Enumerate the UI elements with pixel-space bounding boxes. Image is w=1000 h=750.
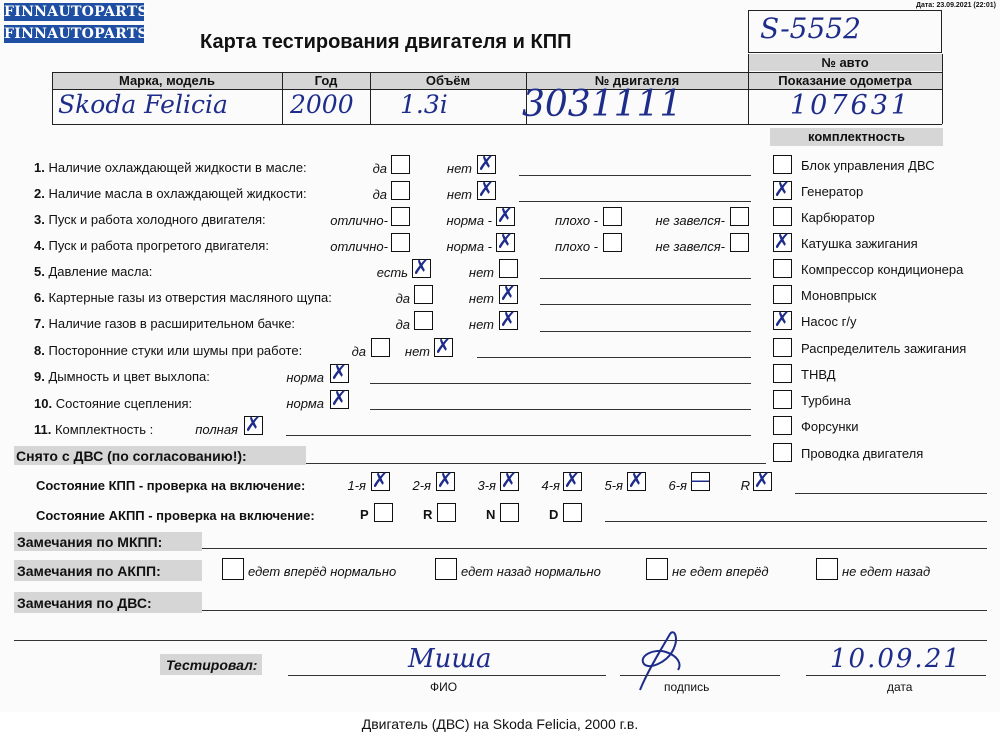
- option-no-start: не завелся-: [655, 239, 725, 254]
- brand-logo: FINNAUTOPARTS: [4, 26, 148, 42]
- checkbox-checked[interactable]: ✗: [244, 412, 262, 436]
- checkbox[interactable]: [730, 233, 749, 252]
- gear-label: 4-я: [541, 478, 560, 493]
- check-11: 11. Комплектность :: [34, 422, 154, 437]
- gear-position-checkbox[interactable]: [374, 503, 393, 522]
- option-yes: да: [372, 187, 387, 202]
- option-normal: норма: [286, 370, 324, 385]
- completeness-item: Карбюратор: [801, 210, 875, 225]
- checkbox-checked[interactable]: ✗: [330, 386, 348, 410]
- completeness-item: Насос г/у: [801, 314, 857, 329]
- auto-remark-option: едет назад нормально: [461, 564, 601, 579]
- gear-position-checkbox[interactable]: [437, 503, 456, 522]
- checkbox[interactable]: [773, 390, 792, 409]
- gear-checkbox[interactable]: ✗: [436, 468, 454, 492]
- gear-label: 3-я: [477, 478, 496, 493]
- col-vehicle-number-header: № авто: [821, 55, 869, 70]
- option-no: нет: [446, 187, 472, 202]
- gear-position-checkbox[interactable]: [500, 503, 519, 522]
- checkbox[interactable]: [603, 207, 622, 226]
- option-normal: норма -: [446, 213, 492, 228]
- option-bad: плохо -: [555, 213, 598, 228]
- engine-number-value: 3031111: [522, 84, 683, 125]
- checkbox[interactable]: [391, 181, 410, 200]
- manual-remarks-label: Замечания по МКПП:: [17, 534, 163, 550]
- manual-gearbox-label: Состояние КПП - проверка на включение:: [36, 478, 306, 493]
- auto-gearbox-label: Состояние АКПП - проверка на включение:: [36, 508, 315, 523]
- gear-position-label: D: [549, 507, 559, 522]
- check-6: 6. Картерные газы из отверстия масляного щупа:: [34, 290, 332, 305]
- option-excellent: отлично-: [330, 213, 388, 228]
- checkbox-checked[interactable]: ✗: [412, 255, 430, 279]
- option-present: есть: [376, 265, 408, 280]
- checkbox[interactable]: [773, 285, 792, 304]
- removed-label: Снято с ДВС (по согласованию!):: [16, 448, 247, 464]
- gear-label: 2-я: [412, 478, 431, 493]
- checkbox-checked[interactable]: ✗: [330, 360, 348, 384]
- completeness-title: комплектность: [808, 129, 905, 144]
- image-caption: Двигатель (ДВС) на Skoda Felicia, 2000 г.в.: [361, 716, 639, 732]
- check-5: 5. Давление масла:: [34, 264, 153, 279]
- year-value: 2000: [290, 90, 354, 119]
- option-no: нет: [404, 344, 430, 359]
- gear-checkbox[interactable]: ✗: [627, 468, 645, 492]
- option-normal: норма -: [446, 239, 492, 254]
- checkbox-checked[interactable]: ✗: [477, 177, 495, 201]
- auto-remark-checkbox[interactable]: [222, 558, 244, 580]
- date-label: дата: [887, 680, 913, 694]
- gear-label: 1-я: [347, 478, 366, 493]
- option-normal: норма: [286, 396, 324, 411]
- checkbox[interactable]: [773, 207, 792, 226]
- gear-position-checkbox[interactable]: [563, 503, 582, 522]
- stock-number: S-5552: [760, 12, 861, 45]
- check-7: 7. Наличие газов в расширительном бачке:: [34, 316, 296, 331]
- col-odometer-header: Показание одометра: [778, 73, 912, 88]
- auto-remark-checkbox[interactable]: [435, 558, 457, 580]
- checkbox-checked[interactable]: ✗: [477, 151, 495, 175]
- checkbox-checked[interactable]: ✗: [773, 229, 791, 253]
- auto-remark-checkbox[interactable]: [816, 558, 838, 580]
- checkbox-checked[interactable]: ✗: [496, 203, 514, 227]
- gear-checkbox[interactable]: ✗: [371, 468, 389, 492]
- check-10: 10. Состояние сцепления:: [34, 396, 193, 411]
- auto-remark-option: не едет назад: [842, 564, 931, 579]
- checkbox-checked[interactable]: ✗: [499, 307, 517, 331]
- completeness-item: Генератор: [801, 184, 864, 199]
- checkbox-checked[interactable]: ✗: [773, 307, 791, 331]
- checkbox[interactable]: [414, 311, 433, 330]
- signature-label: подпись: [664, 680, 710, 694]
- checkbox[interactable]: [391, 155, 410, 174]
- completeness-item: Форсунки: [801, 419, 859, 434]
- option-full: полная: [195, 422, 238, 437]
- brand-logo: FINNAUTOPARTS: [4, 4, 148, 20]
- option-bad: плохо -: [555, 239, 598, 254]
- checkbox[interactable]: [603, 233, 622, 252]
- option-no: нет: [446, 161, 472, 176]
- option-excellent: отлично-: [330, 239, 388, 254]
- check-2: 2. Наличие масла в охлаждающей жидкости:: [34, 186, 307, 201]
- checkbox[interactable]: [414, 285, 433, 304]
- gear-position-label: R: [423, 507, 433, 522]
- gear-checkbox[interactable]: ✗: [753, 468, 771, 492]
- option-no: нет: [468, 317, 494, 332]
- gear-checkbox[interactable]: —: [690, 468, 710, 492]
- completeness-item: Катушка зажигания: [801, 236, 918, 251]
- completeness-item: Компрессор кондиционера: [801, 262, 964, 277]
- gear-label: R: [740, 478, 750, 493]
- checkbox[interactable]: [773, 443, 792, 462]
- date-stamp: Дата: 23.09.2021 (22:01): [915, 2, 996, 9]
- odometer-value: 107631: [790, 90, 912, 121]
- engine-remarks-label: Замечания по ДВС:: [17, 595, 152, 611]
- checkbox[interactable]: [391, 207, 410, 226]
- option-no: нет: [468, 291, 494, 306]
- auto-remark-option: едет вперёд нормально: [248, 564, 397, 579]
- model-value: Skoda Felicia: [58, 90, 228, 119]
- check-9: 9. Дымность и цвет выхлопа:: [34, 369, 210, 384]
- checkbox-checked[interactable]: ✗: [434, 334, 452, 358]
- option-no: нет: [468, 265, 494, 280]
- option-yes: да: [395, 291, 410, 306]
- check-3: 3. Пуск и работа холодного двигателя:: [34, 212, 266, 227]
- gear-checkbox[interactable]: ✗: [563, 468, 581, 492]
- auto-remarks-label: Замечания по АКПП:: [17, 563, 161, 579]
- option-yes: да: [395, 317, 410, 332]
- volume-value: 1.3i: [400, 90, 448, 119]
- gear-position-label: P: [360, 507, 369, 522]
- checkbox[interactable]: [773, 259, 792, 278]
- checkbox[interactable]: [499, 259, 518, 278]
- checkbox-checked[interactable]: ✗: [773, 177, 791, 201]
- checkbox[interactable]: [730, 207, 749, 226]
- checkbox[interactable]: [391, 233, 410, 252]
- gear-checkbox[interactable]: ✗: [500, 468, 518, 492]
- check-4: 4. Пуск и работа прогретого двигателя:: [34, 238, 269, 253]
- col-year-header: Год: [314, 73, 338, 88]
- checkbox-checked[interactable]: ✗: [499, 281, 517, 305]
- completeness-item: Турбина: [801, 393, 851, 408]
- check-8: 8. Посторонние стуки или шумы при работе:: [34, 343, 303, 358]
- completeness-item: Распределитель зажигания: [801, 341, 967, 356]
- tested-by-label: Тестировал:: [166, 657, 258, 673]
- completeness-item: Проводка двигателя: [801, 446, 924, 461]
- completeness-item: Блок управления ДВС: [801, 158, 935, 173]
- fio-label: ФИО: [430, 680, 458, 694]
- checkbox-checked[interactable]: ✗: [496, 229, 514, 253]
- auto-remark-checkbox[interactable]: [646, 558, 668, 580]
- auto-remark-option: не едет вперёд: [672, 564, 769, 579]
- check-1: 1. Наличие охлаждающей жидкости в масле:: [34, 160, 307, 175]
- tester-name: Миша: [408, 644, 492, 674]
- col-model-header: Марка, модель: [118, 73, 216, 88]
- completeness-item: ТНВД: [801, 367, 836, 382]
- col-volume-header: Объём: [425, 73, 471, 88]
- checkbox[interactable]: [773, 364, 792, 383]
- option-yes: да: [372, 161, 387, 176]
- col-engine-number-header: № двигателя: [594, 73, 680, 88]
- checkbox[interactable]: [773, 416, 792, 435]
- gear-label: 6-я: [668, 478, 687, 493]
- checkbox[interactable]: [773, 155, 792, 174]
- test-date: 10.09.21: [830, 644, 962, 674]
- gear-label: 5-я: [604, 478, 623, 493]
- option-no-start: не завелся-: [655, 213, 725, 228]
- completeness-item: Моновпрыск: [801, 288, 877, 303]
- option-yes: да: [351, 344, 366, 359]
- checkbox[interactable]: [773, 338, 792, 357]
- form-title: Карта тестирования двигателя и КПП: [200, 31, 572, 53]
- gear-position-label: N: [486, 507, 496, 522]
